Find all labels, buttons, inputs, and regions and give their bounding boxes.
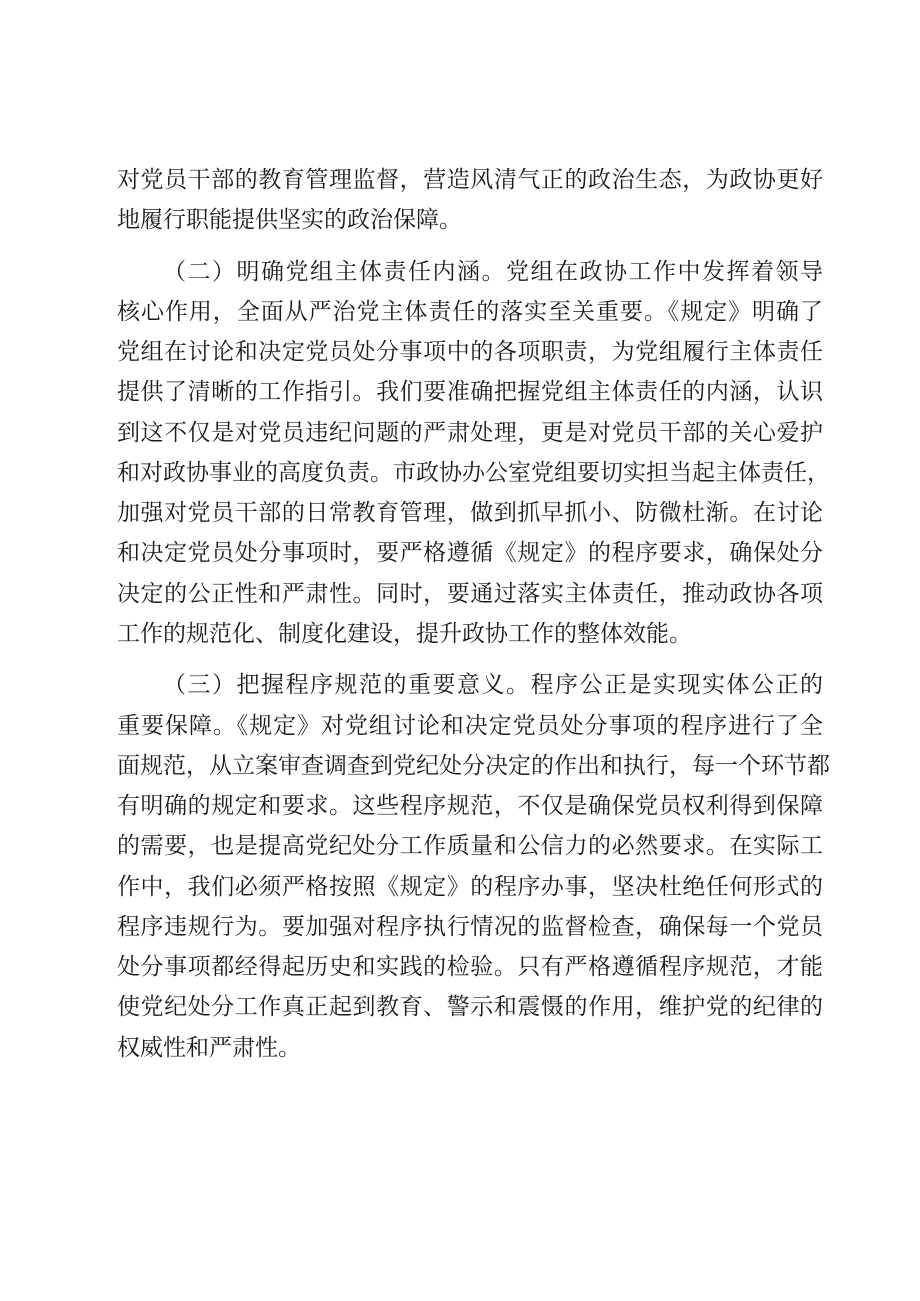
text-line: 使党纪处分工作真正起到教育、警示和震慑的作用，维护党的纪律的	[117, 994, 823, 1020]
text-line: 到这不仅是对党员违纪问题的严肃处理，更是对党员干部的关心爱护	[117, 420, 823, 446]
text-line: 核心作用，全面从严治党主体责任的落实至关重要。《规定》明确了	[117, 299, 823, 325]
section-heading-line: （二）明确党组主体责任内涵。党组在政协工作中发挥着领导	[163, 259, 823, 285]
text-line: 程序违规行为。要加强对程序执行情况的监督检查，确保每一个党员	[117, 914, 823, 940]
text-line: 对党员干部的教育管理监督，营造风清气正的政治生态，为政协更好	[117, 167, 823, 193]
text-line: 和对政协事业的高度负责。市政协办公室党组要切实担当起主体责任，	[117, 460, 830, 486]
text-line: 工作的规范化、制度化建设，提升政协工作的整体效能。	[117, 621, 692, 647]
text-line: 提供了清晰的工作指引。我们要准确把握党组主体责任的内涵，认识	[117, 379, 823, 405]
text-line: 作中，我们必须严格按照《规定》的程序办事，坚决杜绝任何形式的	[117, 874, 823, 900]
text-line: 有明确的规定和要求。这些程序规范，不仅是确保党员权利得到保障	[117, 793, 823, 819]
text-line: 的需要，也是提高党纪处分工作质量和公信力的必然要求。在实际工	[117, 833, 823, 859]
text-line: 决定的公正性和严肃性。同时，要通过落实主体责任，推动政协各项	[117, 581, 823, 607]
text-line: 重要保障。《规定》对党组讨论和决定党员处分事项的程序进行了全	[117, 713, 823, 739]
text-line: 权威性和严肃性。	[117, 1035, 301, 1061]
text-line: 面规范，从立案审查调查到党纪处分决定的作出和执行，每一个环节都	[117, 753, 830, 779]
section-heading-line: （三）把握程序规范的重要意义。程序公正是实现实体公正的	[163, 672, 823, 698]
text-line: 党组在讨论和决定党员处分事项中的各项职责，为党组履行主体责任	[117, 339, 823, 365]
text-line: 加强对党员干部的日常教育管理，做到抓早抓小、防微杜渐。在讨论	[117, 500, 823, 526]
text-line: 地履行职能提供坚实的政治保障。	[117, 207, 462, 233]
text-line: 处分事项都经得起历史和实践的检验。只有严格遵循程序规范，才能	[117, 954, 823, 980]
text-line: 和决定党员处分事项时，要严格遵循《规定》的程序要求，确保处分	[117, 540, 823, 566]
